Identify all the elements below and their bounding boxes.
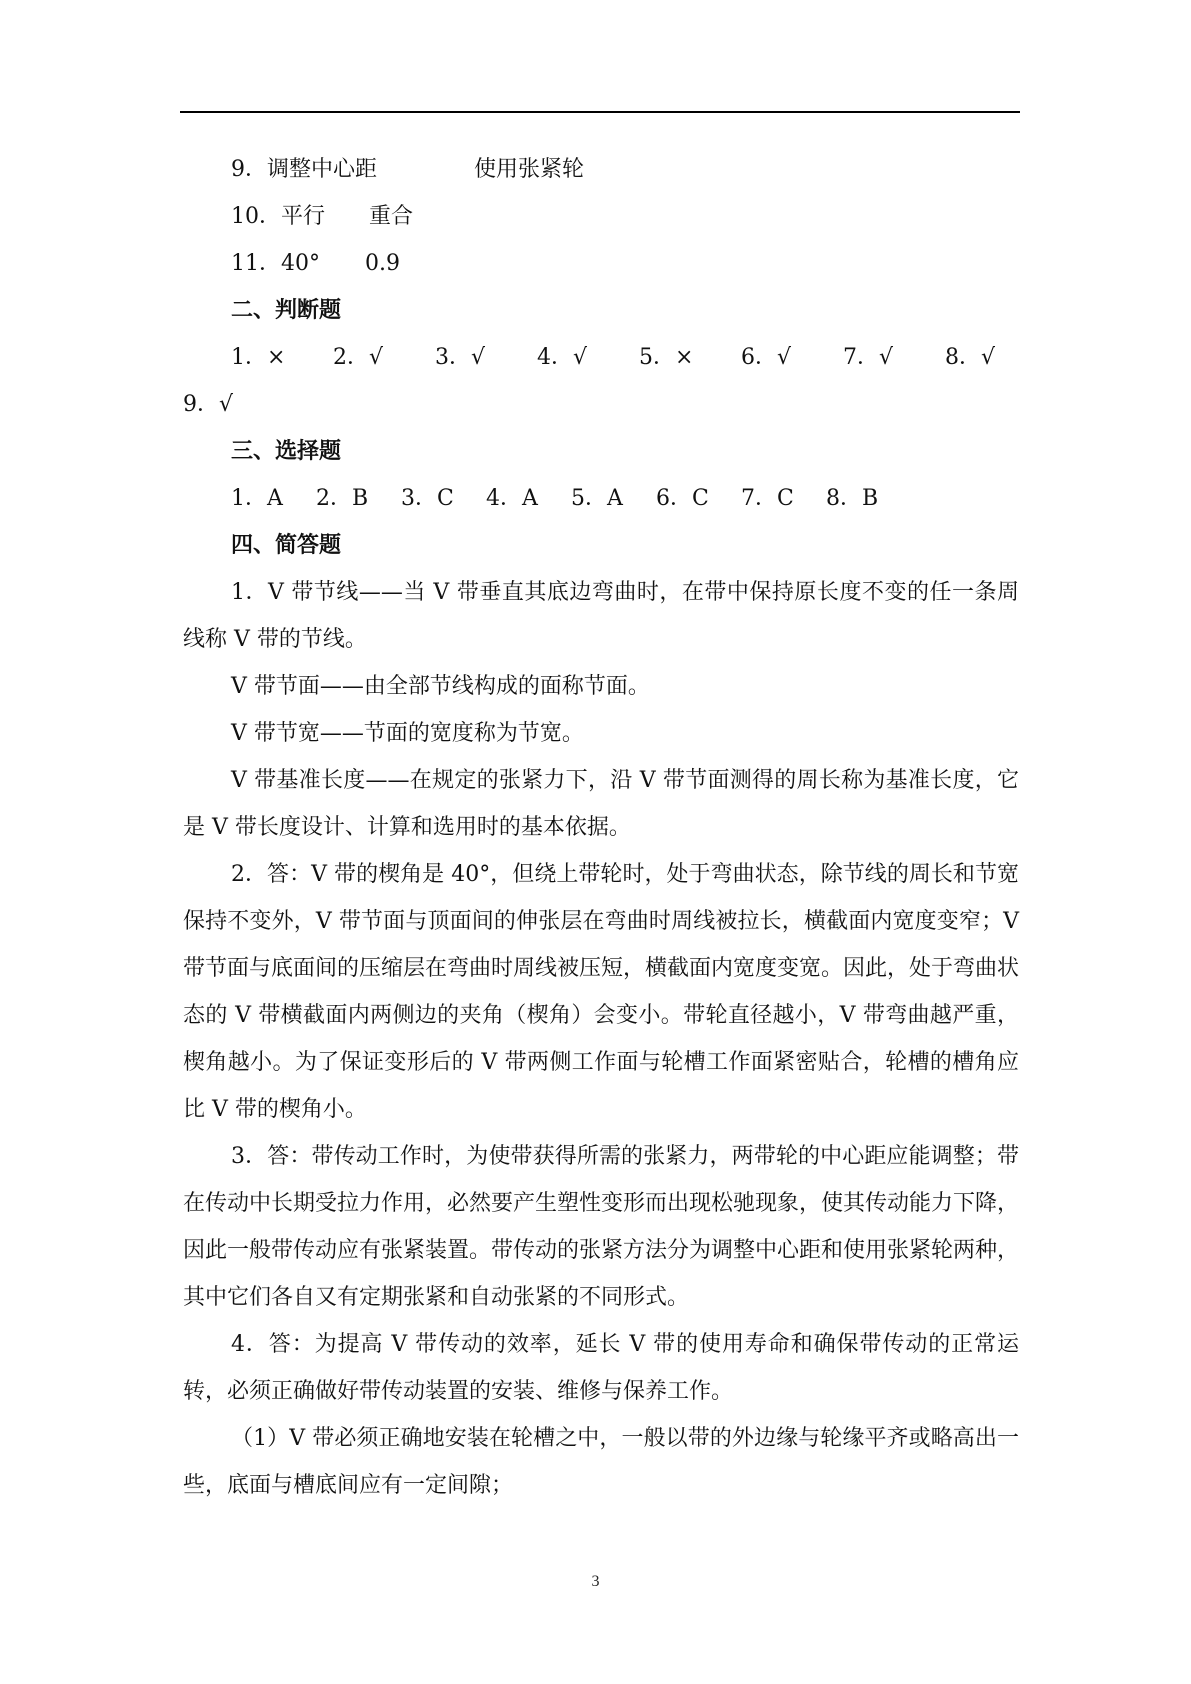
judge-item: 5．× bbox=[639, 345, 694, 370]
choice-item: 8．B bbox=[826, 486, 879, 511]
fill-answer-b: 0.9 bbox=[365, 251, 400, 276]
choice-item: 2．B bbox=[316, 486, 369, 511]
fill-answer-row-11 bbox=[183, 240, 1019, 287]
fill-answer-number: 11． bbox=[231, 251, 281, 276]
fill-answer-number: 9． bbox=[231, 157, 267, 182]
fill-answer-a: 40° bbox=[281, 251, 320, 276]
short-answer-paragraph: 3．答：带传动工作时，为使带获得所需的张紧力，两带轮的中心距应能调整；带在传动中长期受拉力作用，必然要产生塑性变形而出现松驰现象，使其传动能力下降，因此一般带传动应有张紧装置。带传动的张紧方法分为调整中心距和使用张紧轮两种，其中它们各自又有定期张紧和自动张紧的不同形式。 bbox=[183, 1144, 1020, 1310]
fill-answer-row-10 bbox=[183, 193, 1019, 240]
short-answer-paragraph: （1）V 带必须正确地安装在轮槽之中，一般以带的外边缘与轮缘平齐或略高出一些，底面与槽底间应有一定间隙； bbox=[183, 1426, 1019, 1498]
judge-item: 7．√ bbox=[843, 345, 894, 370]
judge-item: 8．√ bbox=[945, 345, 996, 370]
judge-item-wrapped: 9．√ bbox=[183, 392, 234, 417]
judge-heading: 二、判断题 bbox=[231, 297, 342, 323]
judge-item: 4．√ bbox=[537, 345, 588, 370]
judge-answers bbox=[183, 334, 1019, 381]
choice-heading: 三、选择题 bbox=[231, 438, 342, 464]
short-answer-paragraph: V 带节面——由全部节线构成的面称节面。 bbox=[231, 674, 650, 699]
choice-item: 4．A bbox=[486, 486, 538, 511]
judge-item: 1．× bbox=[231, 345, 286, 370]
judge-item: 3．√ bbox=[435, 345, 486, 370]
fill-answer-row-9 bbox=[183, 146, 1019, 193]
choice-item: 5．A bbox=[571, 486, 623, 511]
fill-answer-b: 使用张紧轮 bbox=[474, 157, 585, 182]
short-answer-paragraph: V 带基准长度——在规定的张紧力下，沿 V 带节面测得的周长称为基准长度，它是 V 带长度设计、计算和选用时的基本依据。 bbox=[183, 768, 1019, 840]
short-answer-paragraph: 4．答：为提高 V 带传动的效率，延长 V 带的使用寿命和确保带传动的正常运转，必须正确做好带传动装置的安装、维修与保养工作。 bbox=[183, 1332, 1019, 1404]
choice-item: 7．C bbox=[741, 486, 794, 511]
short-answer-paragraph: 2．答：V 带的楔角是 40°，但绕上带轮时，处于弯曲状态，除节线的周长和节宽保持不变外，V 带节面与顶面间的伸张层在弯曲时周线被拉长，横截面内宽度变窄；V 带节面与底面间的压缩层在弯曲时周线被压短，横截面内宽度变宽。因此，处于弯曲状态的 V 带横截面内两侧边的夹角（楔角）会变小。带轮直径越小，V 带弯曲越严重，楔角越小。为了保证变形后的 V 带两侧工作面与轮槽工作面紧密贴合，轮槽的槽角应比 V 带的楔角小。 bbox=[183, 862, 1020, 1122]
header-rule bbox=[180, 111, 1020, 113]
fill-answer-a: 调整中心距 bbox=[267, 157, 378, 182]
choice-item: 3．C bbox=[401, 486, 454, 511]
short-answer-heading: 四、简答题 bbox=[231, 532, 342, 558]
choice-answers bbox=[183, 475, 1019, 522]
choice-item: 1．A bbox=[231, 486, 283, 511]
choice-item: 6．C bbox=[656, 486, 709, 511]
page-number: 3 bbox=[591, 1573, 600, 1590]
document-body bbox=[183, 146, 1019, 1509]
judge-item: 2．√ bbox=[333, 345, 384, 370]
fill-answer-b: 重合 bbox=[369, 204, 414, 229]
short-answer-paragraph: 1．V 带节线——当 V 带垂直其底边弯曲时，在带中保持原长度不变的任一条周线称 V 带的节线。 bbox=[183, 580, 1019, 652]
judge-item: 6．√ bbox=[741, 345, 792, 370]
fill-answer-a: 平行 bbox=[281, 204, 326, 229]
short-answer-paragraph: V 带节宽——节面的宽度称为节宽。 bbox=[231, 721, 584, 746]
fill-answer-number: 10． bbox=[231, 204, 281, 229]
